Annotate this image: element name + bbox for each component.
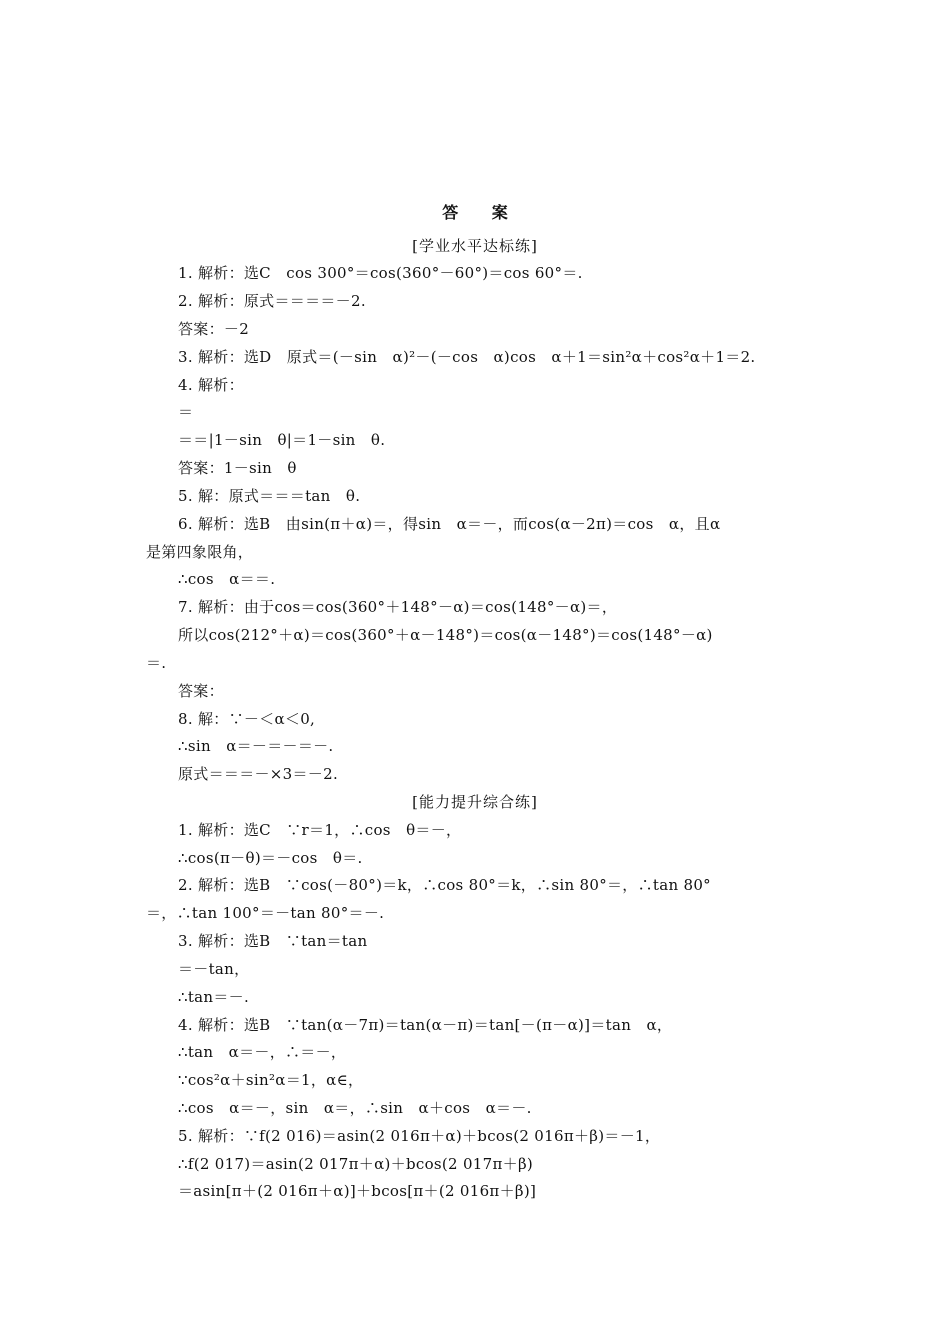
answer-line: 答案：－2 bbox=[178, 320, 250, 338]
answer-line: ∴cos(π－θ)＝－cos θ＝. bbox=[178, 849, 363, 867]
section-heading-basic: [学业水平达标练] bbox=[412, 237, 538, 255]
answer-line: 4. 解析：选B ∵tan(α－7π)＝tan(α－π)＝tan[－(π－α)]＝tan α， bbox=[178, 1016, 673, 1034]
answer-line: 答案： bbox=[178, 682, 224, 700]
answer-line: 3. 解析：选B ∵tan＝tan bbox=[178, 932, 368, 950]
answer-line: 2. 解析：选B ∵cos(－80°)＝k，∴cos 80°＝k，∴sin 80°＝，∴tan 80° bbox=[178, 876, 711, 894]
answer-line: ＝asin[π＋(2 016π＋α)]＋bcos[π＋(2 016π＋β)] bbox=[178, 1182, 537, 1200]
answer-line: 6. 解析：选B 由sin(π＋α)＝，得sin α＝－，而cos(α－2π)＝cos α，且α bbox=[178, 515, 721, 533]
answer-line: 1. 解析：选C ∵r＝1，∴cos θ＝－， bbox=[178, 821, 462, 839]
answer-line: ＝，∴tan 100°＝－tan 80°＝－. bbox=[146, 904, 385, 922]
answer-line: 4. 解析： bbox=[178, 376, 244, 394]
answer-line: ＝－tan， bbox=[178, 960, 250, 978]
answer-line: 2. 解析：原式＝＝＝＝－2. bbox=[178, 292, 366, 310]
answer-line: ∴tan＝－. bbox=[178, 988, 250, 1006]
answer-line: ＝. bbox=[146, 654, 167, 672]
answer-line: ∴cos α＝－，sin α＝，∴sin α＋cos α＝－. bbox=[178, 1099, 532, 1117]
answer-line: ＝＝|1－sin θ|＝1－sin θ. bbox=[178, 431, 386, 449]
section-heading-advanced: [能力提升综合练] bbox=[412, 793, 538, 811]
answer-line: 是第四象限角， bbox=[146, 543, 254, 561]
answer-line: 所以cos(212°＋α)＝cos(360°＋α－148°)＝cos(α－148°)＝cos(148°－α) bbox=[178, 626, 713, 644]
answer-line: 3. 解析：选D 原式＝(－sin α)²－(－cos α)cos α＋1＝sin²α＋cos²α＋1＝2. bbox=[178, 348, 756, 366]
answer-line: ∴f(2 017)＝asin(2 017π＋α)＋bcos(2 017π＋β) bbox=[178, 1155, 534, 1173]
answer-line: 1. 解析：选C cos 300°＝cos(360°－60°)＝cos 60°＝. bbox=[178, 264, 583, 282]
answer-line: ∵cos²α＋sin²α＝1，α∈， bbox=[178, 1071, 364, 1089]
answer-line: 答案：1－sin θ bbox=[178, 459, 297, 477]
answer-line: 7. 解析：由于cos＝cos(360°＋148°－α)＝cos(148°－α)＝， bbox=[178, 598, 618, 616]
answer-line: 原式＝＝＝－×3＝－2. bbox=[178, 765, 339, 783]
answer-line: ＝ bbox=[178, 403, 194, 421]
answer-line: ∴cos α＝＝. bbox=[178, 570, 276, 588]
answer-line: ∴sin α＝－＝－＝－. bbox=[178, 737, 334, 755]
answer-line: ∴tan α＝－，∴＝－， bbox=[178, 1043, 347, 1061]
answer-line: 8. 解：∵－＜α＜0, bbox=[178, 710, 316, 728]
page-title: 答 案 bbox=[442, 203, 522, 222]
answer-line: 5. 解析：∵f(2 016)＝asin(2 016π＋α)＋bcos(2 016π＋β)＝－1， bbox=[178, 1127, 661, 1145]
answer-line: 5. 解：原式＝＝＝tan θ. bbox=[178, 487, 361, 505]
